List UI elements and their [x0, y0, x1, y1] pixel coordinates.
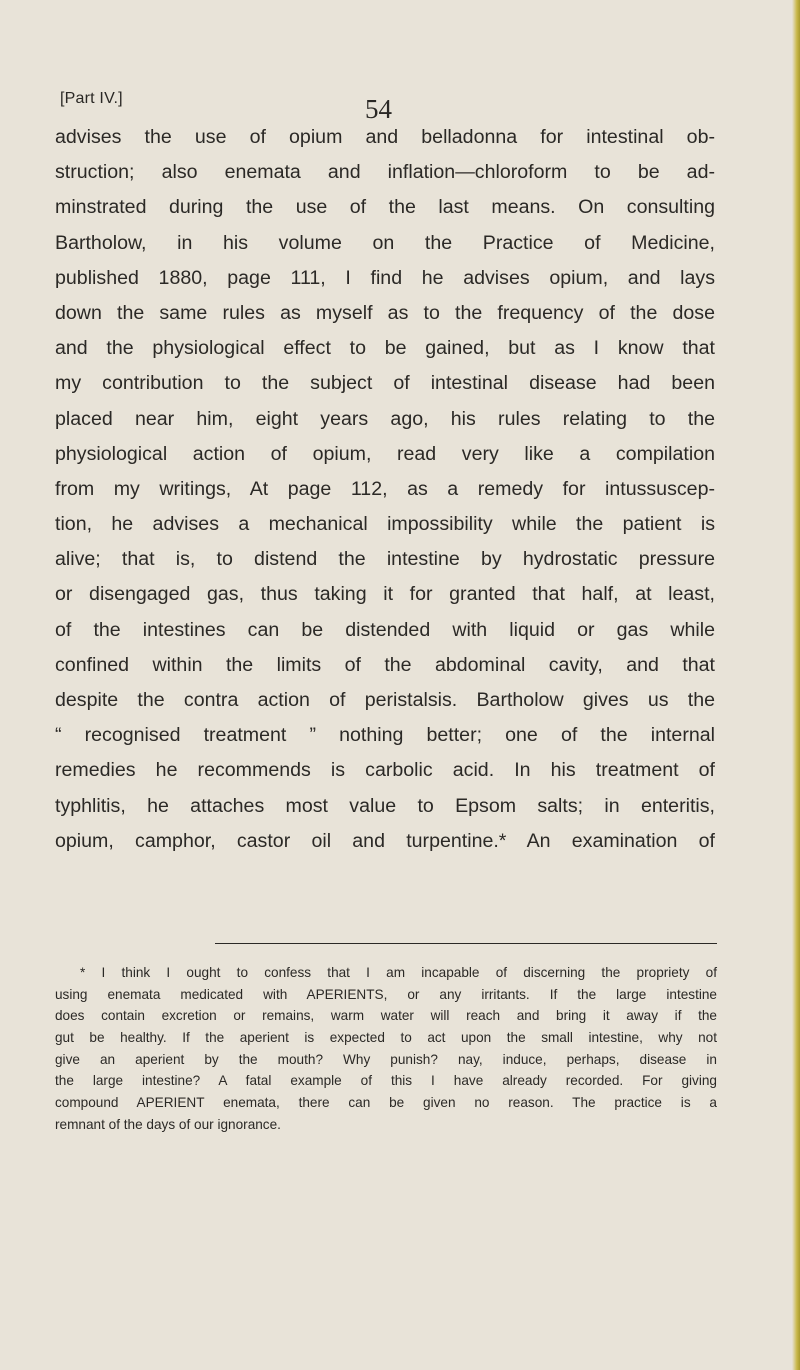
text-line: down the same rules as myself as to the frequency of the dose: [55, 301, 715, 324]
text-line: and the physiological effect to be gained, but as I know that: [55, 337, 715, 360]
footnote-line: the large intestine? A fatal example of this I have already recorded. For giving: [55, 1073, 717, 1089]
footnote-line: compound APERIENT enemata, there can be given no reason. The practice is a: [55, 1095, 717, 1111]
text-line: remedies he recommends is carbolic acid. In his treatment of: [55, 759, 715, 782]
text-line: of the intestines can be distended with liquid or gas while: [55, 618, 715, 641]
footnote-line: remnant of the days of our ignorance.: [55, 1116, 281, 1132]
page-number: 54: [365, 94, 392, 124]
page-edge: [792, 0, 800, 1370]
footnote-line: give an aperient by the mouth? Why punish? nay, induce, perhaps, disease in: [55, 1051, 717, 1067]
text-line: alive; that is, to distend the intestine by hydrostatic pressure: [55, 548, 715, 571]
text-line: from my writings, At page 112, as a remedy for intussuscep-: [55, 477, 715, 500]
body-text: [55, 120, 715, 859]
text-line: Bartholow, in his volume on the Practice of Medicine,: [55, 231, 715, 254]
text-line: or disengaged gas, thus taking it for granted that half, at least,: [55, 583, 715, 606]
text-line: despite the contra action of peristalsis. Bartholow gives us the: [55, 689, 715, 711]
text-line: “ recognised treatment ” nothing better; one of the internal: [55, 724, 715, 747]
text-line: struction; also enemata and inflation—chloroform to be ad-: [55, 161, 715, 184]
text-line: physiological action of opium, read very like a compilation: [55, 442, 715, 465]
text-line: opium, camphor, castor oil and turpentine.* An examination of: [55, 829, 715, 852]
footnote-line: does contain excretion or remains, warm water will reach and bring it away if the: [55, 1008, 717, 1024]
text-line: advises the use of opium and belladonna for intestinal ob-: [55, 126, 715, 148]
text-line: my contribution to the subject of intestinal disease had been: [55, 372, 715, 395]
footnote-line: gut be healthy. If the aperient is expected to act upon the small intestine, why not: [55, 1030, 717, 1046]
text-line: placed near him, eight years ago, his rules relating to the: [55, 407, 715, 430]
text-line: published 1880, page 111, I find he advises opium, and lays: [55, 266, 715, 289]
footnote-divider: [215, 943, 717, 944]
footnote-line: using enemata medicated with APERIENTS, or any irritants. If the large intestine: [55, 986, 717, 1002]
part-label: [Part IV.]: [60, 90, 123, 107]
footnote-line: * I think I ought to confess that I am incapable of discerning the propriety of: [80, 965, 717, 980]
text-line: typhlitis, he attaches most value to Epsom salts; in enteritis,: [55, 794, 715, 817]
footnote: [55, 962, 717, 1136]
text-line: confined within the limits of the abdominal cavity, and that: [55, 653, 715, 676]
text-line: tion, he advises a mechanical impossibility while the patient is: [55, 513, 715, 536]
text-line: minstrated during the use of the last means. On consulting: [55, 196, 715, 219]
